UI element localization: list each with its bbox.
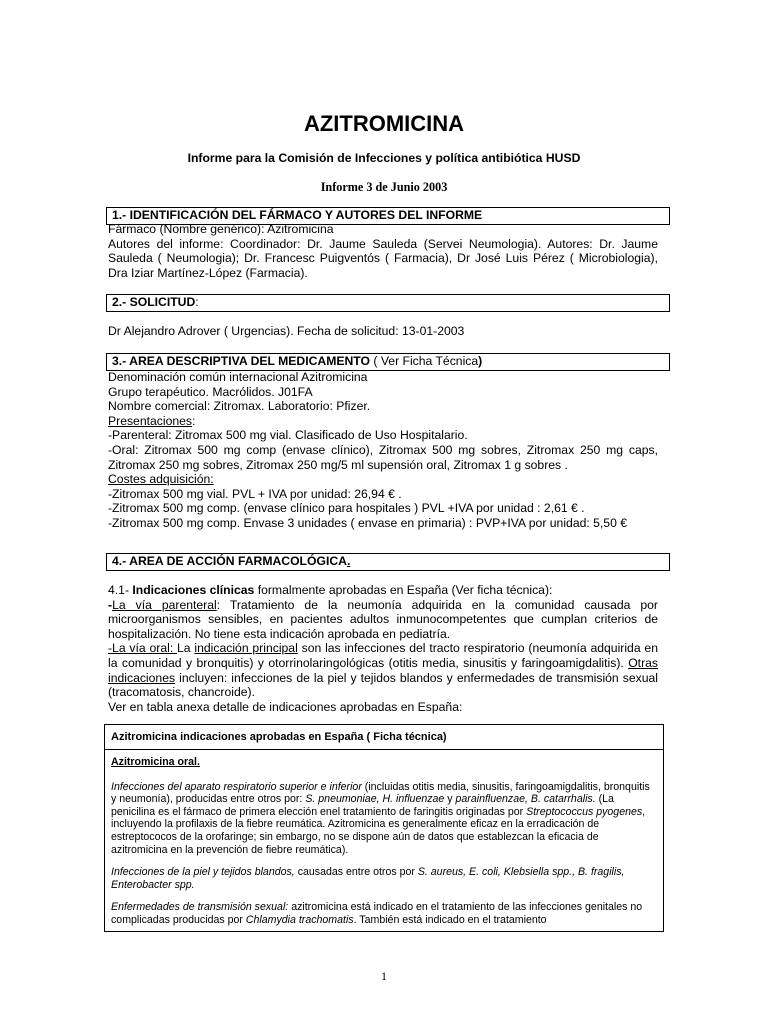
presentations-label: Presentaciones: [108, 413, 196, 428]
oral-indication: -La vía oral: La indicación principal son las infecciones del tracto respiratorio (neumonía adquirida en la comunidad y bronquitis) y otorrinolaringológicas (otitis media, sinusitis y faringoamigdalitis). Otras indicaciones incluyen: infecciones de la piel y tejidos blandos y enfermedades de transmisión sexual (tracomatosis, chancroide). [108, 641, 658, 700]
document-subtitle: Informe para la Comisión de Infecciones y política antibiótica HUSD [187, 151, 581, 165]
std-paragraph: Enfermedades de transmisión sexual: azitromicina está indicado en el tratamiento de las infecciones genitales no complicadas producidas por Chlamydia trachomatis. También está indicado en el tratamiento [111, 901, 643, 926]
section-2-heading: 2.- SOLICITUD: [106, 294, 670, 312]
page-number: 1 [381, 969, 387, 983]
request-info: Dr Alejandro Adrover ( Urgencias). Fecha de solicitud: 13-01-2003 [108, 324, 465, 338]
indications-table-body [105, 750, 663, 927]
see-table-note: Ver en tabla anexa detalle de indicaciones aprobadas en España: [108, 699, 463, 714]
indications-table-header: Azitromicina indicaciones aprobadas en España ( Ficha técnica) [105, 725, 663, 750]
cost-vial: -Zitromax 500 mg vial. PVL + IVA por unidad: 26,94 € . [108, 486, 402, 501]
dci-line: Denominación común internacional Azitromicina [108, 370, 368, 384]
drug-generic-name: Fármaco (Nombre genérico): Azitromicina [108, 222, 334, 236]
indications-intro: 4.1- Indicaciones clínicas formalmente aprobadas en España (Ver ficha técnica): [108, 583, 553, 597]
cost-primary-pack: -Zitromax 500 mg comp. Envase 3 unidades ( envase en primaria) : PVP+IVA por unidad: 5,50 € [108, 515, 628, 530]
commercial-name: Nombre comercial: Zitromax. Laboratorio: Pfizer. [108, 399, 371, 414]
parenteral-indication: -La vía parenteral: Tratamiento de la neumonía adquirida en la comunidad causada por microorganismos sensibles, en pacientes adultos inmunocompetentes que cumplan criterios de hospitalización. No tiene esta indicación aprobada en pediatría. [108, 597, 658, 641]
skin-infections-paragraph: Infecciones de la piel y tejidos blandos, causadas entre otros por S. aureus, E. coli, Klebsiella spp., B. fragilis, Enterobacter spp. [111, 866, 625, 891]
respiratory-infections-paragraph: Infecciones del aparato respiratorio superior e inferior (incluidas otitis media, sinusitis, faringoamigdalitis, bronquitis y neumonía), producidas entre otros por: S. pneumoniae, H. influenzae y parainfluenzae, B. catarrhalis. (La penicilina es el fármaco de primera elección enel tratamiento de faringitis originadas por Streptococcus pyogenes, incluyendo la profilaxis de la fiebre reumática. Azitromicina es generalmente eficaz en la erradicación de estreptococos de la orofaringe; sin embargo, no se dispone aún de datos que establezcan la eficacia de azitromicina en la prevención de fiebre reumática). [111, 780, 650, 856]
section-4-body [108, 583, 658, 714]
section-3-heading: 3.- AREA DESCRIPTIVA DEL MEDICAMENTO ( Ver Ficha Técnica) [106, 353, 670, 371]
therapeutic-group: Grupo terapéutico. Macrólidos. J01FA [108, 384, 313, 399]
costs-label: Costes adquisición: [108, 472, 214, 487]
section-1-heading-text: 1.- IDENTIFICACIÓN DEL FÁRMACO Y AUTORES DEL INFORME [112, 208, 483, 222]
document-title: AZITROMICINA [303, 111, 465, 136]
report-date: Informe 3 de Junio 2003 [320, 180, 448, 194]
section-3-heading-text: 3.- AREA DESCRIPTIVA DEL MEDICAMENTO [112, 354, 370, 368]
section-4-heading: 4.- AREA DE ACCIÓN FARMACOLÓGICA. [106, 553, 670, 571]
section-4-heading-text: 4.- AREA DE ACCIÓN FARMACOLÓGICA [112, 554, 347, 568]
section-1-body [108, 222, 658, 280]
indications-table [104, 724, 664, 932]
oral-subheading: Azitromicina oral. [111, 756, 200, 768]
report-authors: Autores del informe: Coordinador: Dr. Jaume Sauleda (Servei Neumologia). Autores: Dr. Jaume Sauleda ( Neumologia); Dr. Francesc Puigventós ( Farmacia), Dr José Luis Pérez ( Microbiologia), Dra Iziar Martínez-López (Farmacia). [108, 236, 658, 280]
cost-clinic-pack: -Zitromax 500 mg comp. (envase clínico para hospitales ) PVL +IVA por unidad : 2,61 € . [108, 501, 585, 516]
presentation-oral: -Oral: Zitromax 500 mg comp (envase clínico), Zitromax 500 mg sobres, Zitromax 250 mg caps, Zitromax 250 mg sobres, Zitromax 250 mg/5 ml supensión oral, Zitromax 1 g sobres . [108, 442, 658, 472]
section-3-body [108, 370, 658, 531]
presentation-parenteral: -Parenteral: Zitromax 500 mg vial. Clasificado de Uso Hospitalario. [108, 428, 468, 443]
section-2-heading-text: 2.- SOLICITUD [112, 295, 196, 309]
